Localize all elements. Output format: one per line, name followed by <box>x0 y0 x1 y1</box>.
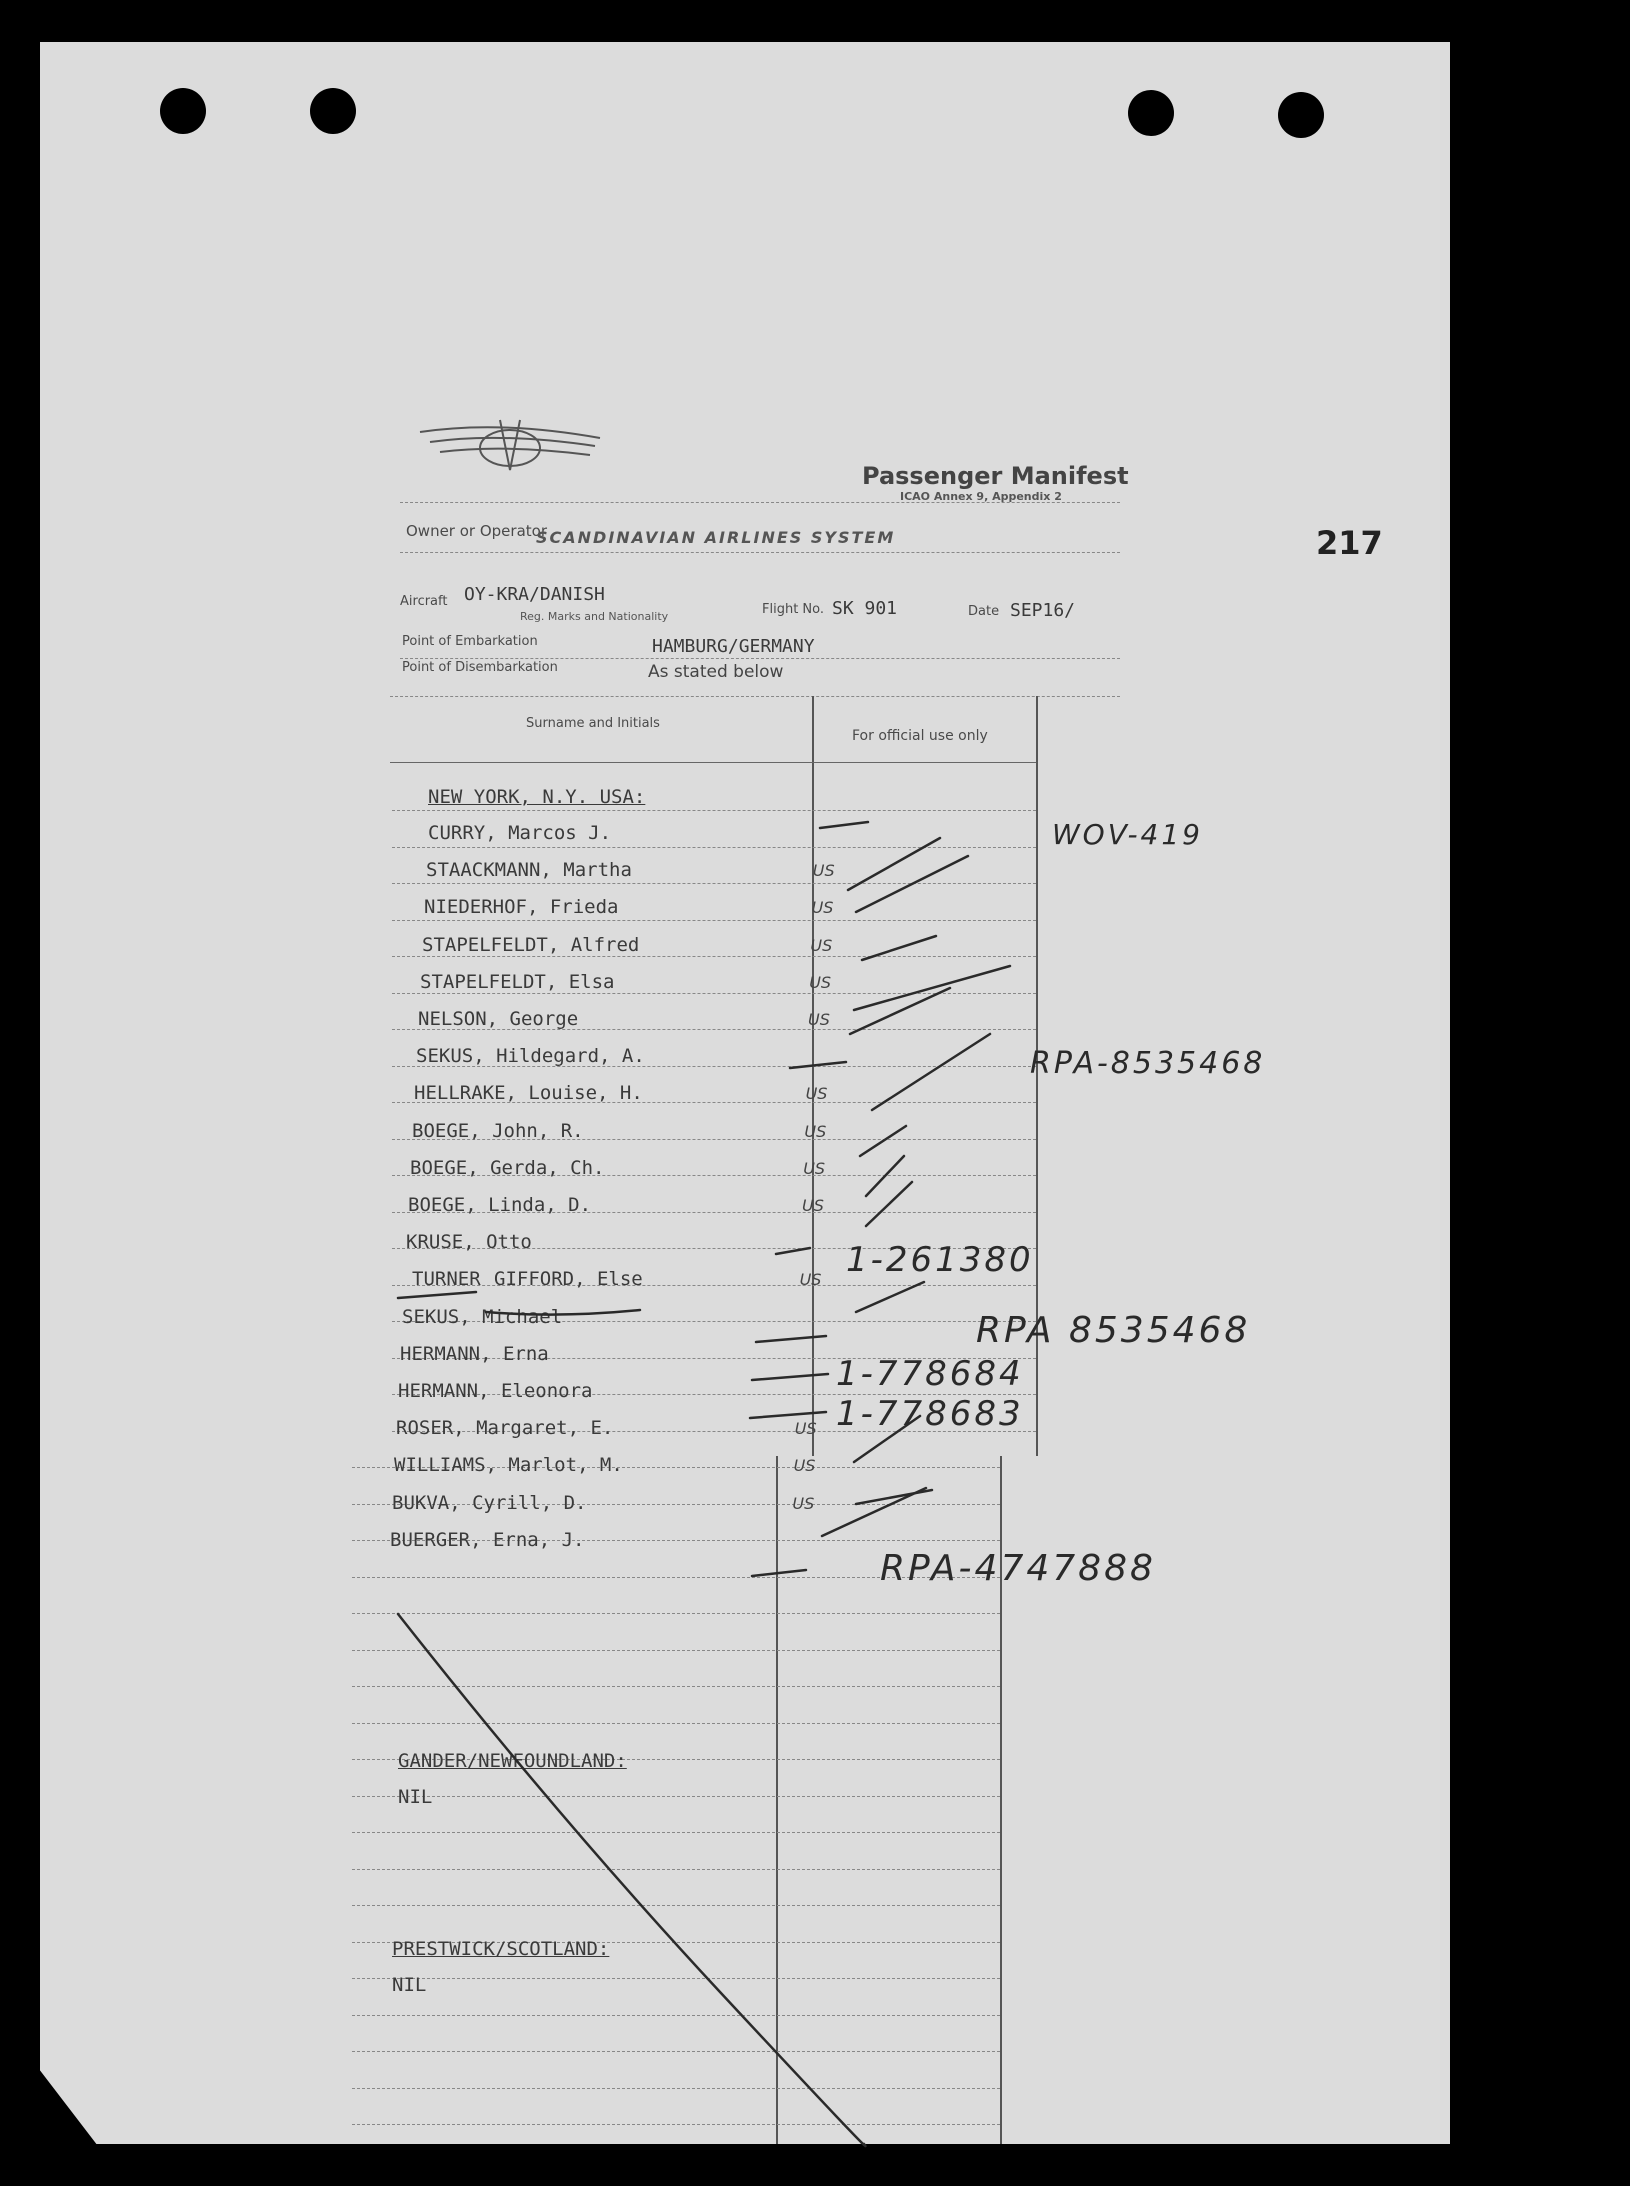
official-mark: US <box>793 1456 816 1476</box>
passenger-name: KRUSE, Otto <box>406 1231 532 1254</box>
passenger-name: STAPELFELDT, Alfred <box>422 933 640 956</box>
page-number: 217 <box>1316 524 1383 562</box>
struck-name: TURNER <box>412 1268 481 1291</box>
official-mark: US <box>802 1196 824 1215</box>
passenger-name: NIEDERHOF, Frieda <box>424 896 619 919</box>
official-mark: US <box>812 861 835 881</box>
official-mark: US <box>805 1084 828 1104</box>
passenger-name: ROSER, Margaret, E. <box>396 1417 614 1440</box>
owner-value: SCANDINAVIAN AIRLINES SYSTEM <box>536 528 896 547</box>
handwritten-note: 1-261380 <box>846 1240 1034 1280</box>
destination-heading: GANDER/NEWFOUNDLAND: <box>398 1750 627 1772</box>
passenger-name: BOEGE, John, R. <box>412 1119 584 1142</box>
official-mark: US <box>809 972 832 992</box>
handwritten-note: RPA-4747888 <box>880 1548 1156 1589</box>
passenger-name: WILLIAMS, Marlot, M. <box>394 1454 623 1477</box>
destination-value: NIL <box>398 1786 433 1808</box>
official-mark: US <box>792 1493 815 1513</box>
embark-label: Point of Embarkation <box>402 634 538 649</box>
date-value: SEP16/ <box>1010 600 1076 621</box>
passenger-name: CURRY, Marcos J. <box>428 822 612 844</box>
passenger-name: BUKVA, Cyrill, D. <box>392 1491 587 1514</box>
official-mark: US <box>810 935 833 955</box>
passenger-name: SEKUS, Michael <box>402 1305 563 1328</box>
aircraft-sub-label: Reg. Marks and Nationality <box>520 610 669 623</box>
destination-heading: NEW YORK, N.Y. USA: <box>428 786 646 808</box>
aircraft-value: OY-KRA/DANISH <box>464 584 605 605</box>
destination-heading: PRESTWICK/SCOTLAND: <box>392 1938 610 1960</box>
date-label: Date <box>968 604 1000 619</box>
owner-label: Owner or Operator <box>406 522 547 540</box>
passenger-name: STAACKMANN, Martha <box>426 859 632 882</box>
column-header-names: Surname and Initials <box>526 716 660 731</box>
passenger-name: BUERGER, Erna, J. <box>390 1528 585 1551</box>
passenger-name: HELLRAKE, Louise, H. <box>414 1082 643 1105</box>
official-mark: US <box>794 1419 817 1439</box>
official-mark: US <box>808 1010 830 1029</box>
handwritten-note: 1-778684 <box>836 1354 1024 1394</box>
column-header-official: For official use only <box>852 728 988 744</box>
handwritten-note: WOV-419 <box>1052 818 1203 851</box>
handwritten-note: 1-778683 <box>836 1394 1024 1434</box>
disembark-label: Point of Disembarkation <box>402 660 558 675</box>
destination-value: NIL <box>392 1974 427 1996</box>
official-mark: US <box>811 898 834 918</box>
embark-value: HAMBURG/GERMANY <box>652 636 815 657</box>
passenger-name: BOEGE, Linda, D. <box>408 1194 592 1216</box>
passenger-name: HERMANN, Eleonora <box>398 1380 593 1402</box>
passenger-name: GIFFORD, Else <box>494 1268 643 1291</box>
handwritten-note: RPA 8535468 <box>976 1310 1251 1351</box>
flight-label: Flight No. <box>762 602 825 617</box>
handwritten-note: RPA-8535468 <box>1030 1046 1266 1081</box>
aircraft-label: Aircraft <box>400 594 448 609</box>
official-mark: US <box>804 1121 827 1141</box>
disembark-value: As stated below <box>648 662 784 682</box>
passenger-name: SEKUS, Hildegard, A. <box>416 1045 645 1068</box>
passenger-name: HERMANN, Erna <box>400 1342 549 1365</box>
manifest-title: Passenger Manifest <box>862 462 1129 490</box>
flight-value: SK 901 <box>832 598 898 619</box>
official-mark: US <box>799 1270 822 1290</box>
official-mark: US <box>803 1158 826 1178</box>
passenger-name: STAPELFELDT, Elsa <box>420 970 615 993</box>
manifest-subtitle: ICAO Annex 9, Appendix 2 <box>900 490 1062 503</box>
passenger-name: NELSON, George <box>418 1008 579 1030</box>
passenger-name: BOEGE, Gerda, Ch. <box>410 1156 605 1179</box>
